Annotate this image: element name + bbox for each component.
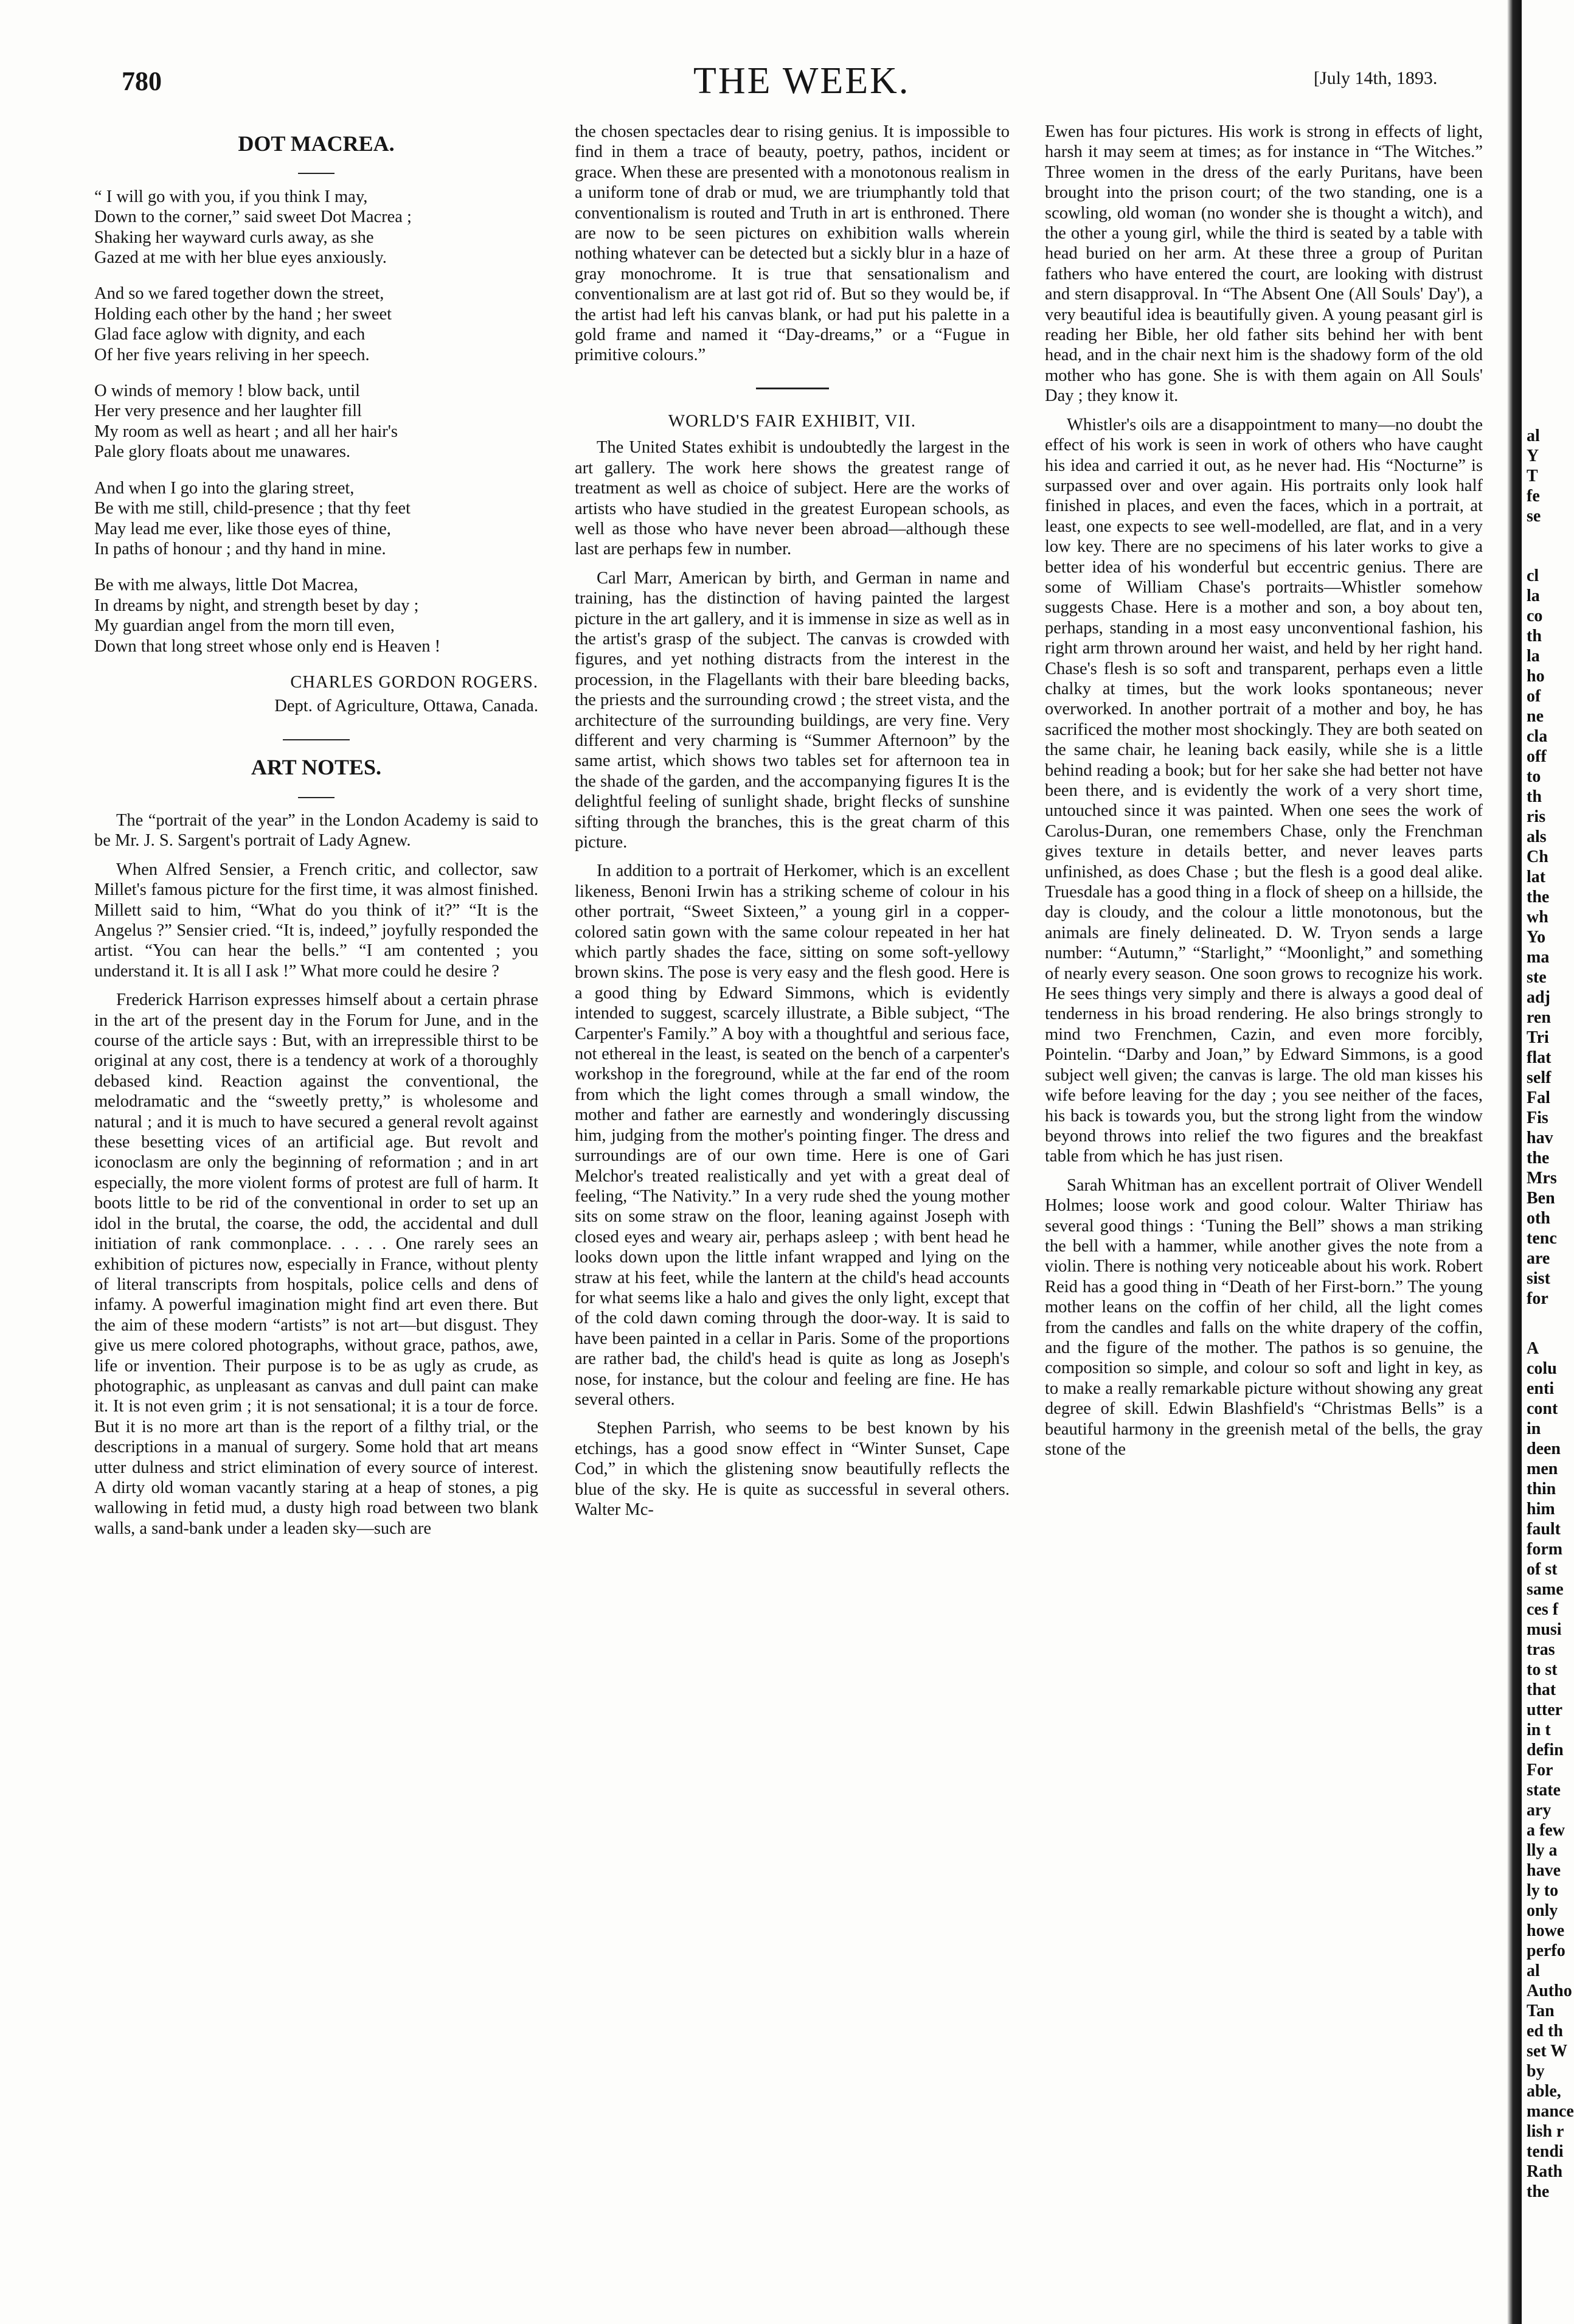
gutter-fragment: to st bbox=[1527, 1660, 1558, 1679]
gutter-fragment: enti bbox=[1527, 1379, 1555, 1398]
gutter-fragment: lly a bbox=[1527, 1841, 1558, 1860]
poem-line: Of her five years reliving in her speech. bbox=[94, 345, 370, 364]
gutter-fragment: ne bbox=[1527, 707, 1544, 726]
gutter-fragment: a few bbox=[1527, 1821, 1565, 1840]
poem-line: In paths of honour ; and thy hand in mine. bbox=[94, 539, 386, 558]
gutter-fragment: same bbox=[1527, 1580, 1564, 1599]
gutter-fragment: ste bbox=[1527, 968, 1547, 987]
gutter-fragment: form bbox=[1527, 1540, 1563, 1559]
gutter-fragment: ho bbox=[1527, 667, 1545, 686]
poem-line: Pale glory floats about me unawares. bbox=[94, 442, 351, 462]
poem-line: Holding each other by the hand ; her sweet bbox=[94, 304, 392, 324]
gutter-fragment: are bbox=[1527, 1249, 1550, 1268]
poem-line: “ I will go with you, if you think I may, bbox=[94, 187, 368, 206]
art-notes-continued: the chosen spectacles dear to rising genius. It is impossible to find in them a trace of beauty, poetry, pathos, incident or grace. When these are presented with a monotonous realism in a uniform tone of drab or mud, we are triumphantly told that conventionalism is routed and Truth in art is enthroned. There are now to be seen pictures on exhibition walls wherein nothing whatever can be detected but a sickly blur in a haze of gray monochrome. It is true that sensationalism and conventionalism are at last got rid of. But so they would be, if the artist had left his canvas blank, or had put his palette in a gold frame and named it “Day-dreams,” or a “Fugue in primitive colours.” bbox=[575, 122, 1010, 365]
gutter-fragment: able, bbox=[1527, 2082, 1561, 2101]
poem-line: In dreams by night, and strength beset by day ; bbox=[94, 596, 419, 615]
gutter-fragment: of st bbox=[1527, 1560, 1558, 1579]
gutter-fragment: For bbox=[1527, 1761, 1553, 1780]
poem-stanza bbox=[94, 478, 538, 560]
poem-line: Be with me always, little Dot Macrea, bbox=[94, 576, 358, 595]
gutter-fragment: off bbox=[1527, 747, 1547, 766]
gutter-fragment: Autho bbox=[1527, 1981, 1572, 2000]
poem-line: O winds of memory ! blow back, until bbox=[94, 381, 360, 401]
poem-stanza bbox=[94, 284, 538, 365]
gutter-fragment: co bbox=[1527, 607, 1543, 625]
page-gutter-shadow bbox=[1507, 0, 1522, 2324]
poem-line: My guardian angel from the morn till even, bbox=[94, 616, 395, 636]
gutter-fragment: mance bbox=[1527, 2102, 1574, 2121]
gutter-fragment: utter bbox=[1527, 1700, 1563, 1719]
gutter-fragment: have bbox=[1527, 1861, 1561, 1880]
poem-line: Her very presence and her laughter fill bbox=[94, 402, 362, 421]
gutter-fragment: cl bbox=[1527, 566, 1539, 585]
art-notes-title: ART NOTES. bbox=[251, 755, 382, 780]
page-number: 780 bbox=[122, 66, 162, 96]
poem-line: And when I go into the glaring street, bbox=[94, 478, 355, 498]
gutter-fragment: tenc bbox=[1527, 1229, 1557, 1248]
gutter-fragment: Rath bbox=[1527, 2162, 1563, 2181]
gutter-fragment: lish r bbox=[1527, 2122, 1564, 2141]
poem-title: DOT MACREA. bbox=[238, 131, 395, 156]
gutter-fragment: tras bbox=[1527, 1640, 1555, 1659]
gutter-fragment: adj bbox=[1527, 988, 1550, 1007]
gutter-fragment: als bbox=[1527, 827, 1547, 846]
poem-line: Gazed at me with her blue eyes anxiously. bbox=[94, 248, 387, 268]
paragraph: Whistler's oils are a disappointment to many—no doubt the effect of his work is seen in work of others who have caught his idea and carried it out, as he never had. His “Nocturne” is surpassed over and over again. His portraits only look half finished in places, and even the faces, which in a portrait, at least, one expects to see well-modelled, are flat, and in a very low key. There are no specimens of his later works to give a better idea of his wonderful but eccentric genius. There are some of William Chase's portraits—Whistler somehow suggests Chase. Here is a mother and son, a boy about ten, perhaps, standing in a most easy unconventional fashion, his right arm thrown around her waist, and held by her right hand. Chase's flesh is so soft and transparent, perhaps even a little chalky at times, but the work looks spontaneous; never overworked. In another portrait of a mother and boy, he has sacrificed the mother most shockingly. They are both seated on the same chair, he leaning back easily, while she is a little behind reading a book; but for her sake she had better not have been there, and is evidently the work of a very short time, untouched since it was painted. When one sees the work of Carolus-Duran, one remembers Chase, only the Frenchman gives texture in details better, and never leaves parts unfinished, as does Chase ; but the flesh is a good deal alike. Truesdale has a good thing in a flock of sheep on a hillside, the day is cloudy, and the colour a little monotonous, but the animals are finely delineated. D. W. Tryon sends a large number: “Autumn,” “Starlight,” “Moonlight,” and something of nearly every season. One soon grows to recognize his work. He sees things very simply and there is always a good deal of tenderness in his broad rendering. He also brings strongly to mind two Frenchmen, Cazin, and even more forcibly, Pointelin. “Darby and Joan,” by Edward Simmons, is a good subject well given; the canvas is large. The old man kisses his wife before leaving for the day ; you see neither of the faces, his back is towards you, but the strong light from the window beyond throws into relief the two figures and the breakfast table from which he has just risen. bbox=[1045, 415, 1483, 1166]
poem-line: May lead me ever, like those eyes of thine, bbox=[94, 519, 391, 538]
gutter-fragment: ren bbox=[1527, 1008, 1551, 1027]
gutter-fragment: Mrs bbox=[1527, 1169, 1557, 1188]
gutter-fragment: ma bbox=[1527, 948, 1550, 967]
paragraph: Stephen Parrish, who seems to be best known by his etchings, has a good snow effect in “Winter Sunset, Cape Cod,” in which the glistening snow beautifully reflects the blue of the sky. He is quite as successful in several others. Walter Mc- bbox=[575, 1419, 1010, 1519]
gutter-fragment: cont bbox=[1527, 1399, 1558, 1418]
worlds-fair-body bbox=[575, 437, 1010, 1520]
gutter-fragment: la bbox=[1527, 586, 1540, 605]
gutter-fragment: of bbox=[1527, 687, 1541, 706]
gutter-fragment: T bbox=[1527, 467, 1538, 485]
gutter-fragment: al bbox=[1527, 426, 1540, 445]
column-2 bbox=[575, 122, 1010, 1528]
worlds-fair-title: WORLD'S FAIR EXHIBIT, VII. bbox=[668, 411, 917, 431]
gutter-fragment: that bbox=[1527, 1680, 1556, 1699]
gutter-fragment: him bbox=[1527, 1500, 1555, 1519]
gutter-fragment: fault bbox=[1527, 1520, 1561, 1539]
gutter-fragment: fe bbox=[1527, 487, 1540, 506]
gutter-fragment: th bbox=[1527, 627, 1542, 645]
worlds-fair-body-continued bbox=[1045, 415, 1483, 1460]
gutter-fragment: to bbox=[1527, 767, 1541, 786]
gutter-fragment: Ch bbox=[1527, 847, 1548, 866]
gutter-fragment: perfo bbox=[1527, 1941, 1565, 1960]
section-rule bbox=[756, 388, 829, 389]
gutter-fragment: in bbox=[1527, 1419, 1541, 1438]
gutter-fragment: Fis bbox=[1527, 1108, 1548, 1127]
paragraph: The United States exhibit is undoubtedly the largest in the art gallery. The work here shows the greatest range of treatment as well as choice of subject. Here are the works of artists who have studied in the greatest European schools, as well as those who have never been abroad—although these last are perhaps few in number. bbox=[575, 438, 1010, 559]
poem-affiliation: Dept. of Agriculture, Ottawa, Canada. bbox=[274, 697, 538, 716]
paragraph: When Alfred Sensier, a French critic, and collector, saw Millet's famous picture for the first time, it was almost finished. Millett said to him, “What do you think of it?” “It is the Angelus ?” Sensier cried. “It is, indeed,” joyfully responded the artist. “You can hear the bells.” “I am contented ; you understand it. It is all I ask !” What more could he desire ? bbox=[94, 860, 538, 981]
gutter-fragment: ed th bbox=[1527, 2022, 1563, 2040]
section-ornament bbox=[94, 725, 538, 745]
gutter-fragment: ary bbox=[1527, 1801, 1551, 1820]
gutter-fragment: set W bbox=[1527, 2042, 1568, 2061]
gutter-fragment: colu bbox=[1527, 1359, 1557, 1378]
title-dash bbox=[94, 159, 538, 179]
poem-stanza bbox=[94, 187, 538, 268]
gutter-fragment: the bbox=[1527, 2182, 1550, 2201]
gutter-fragment: tendi bbox=[1527, 2142, 1564, 2161]
paragraph: Frederick Harrison expresses himself about a certain phrase in the art of the present day in the Forum for June, and in the course of the article says : But, with an irrepressible thirst to be original at any cost, there is a tendency at work of a thoroughly debased kind. Reaction against the conventional, the melodramatic and the “sweetly pretty,” is wholesome and natural ; and it is much to have secured a general revolt against these besetting vices of an artificial age. But revolt and iconoclasm are only the beginning of reformation ; and in art especially, the more violent forms of protest are full of harm. It boots little to be rid of the conventional in order to set up an idol in the brutal, the coarse, the odd, the accidental and dull initiation of rank commonplace. . . . . One rarely sees an exhibition of pictures now, especially in France, without plenty of literal transcripts from hospitals, police cells and dens of infamy. A powerful imagination might find art even there. But the aim of these modern “artists” is not art—but disgust. They give us mere colored photographs, without grace, pathos, awe, life or invention. Their purpose is to be as ugly as crude, as photographic, as unpleasant as canvas and dull paint can make it. It is not even grim ; it is not sensational; it is a tour de force. But it is no more art than is the report of a filthy trial, or the descriptions in a manual of surgery. Some hold that art means utter dulness and strict elimination of every source of interest. A dirty old woman vacantly staring at a heap of stones, a pig wallowing in fetid mud, a dusty high road between two blank walls, a sand-bank under a leaden sky—such are bbox=[94, 990, 538, 1538]
poem-author: CHARLES GORDON ROGERS. bbox=[290, 672, 538, 692]
gutter-fragment: deen bbox=[1527, 1439, 1561, 1458]
gutter-fragment: cla bbox=[1527, 727, 1548, 746]
worlds-fair-continued: Ewen has four pictures. His work is strong in effects of light, harsh it may seem at times; as for instance in “The Witches.” Three women in the dress of the early Puritans, have been brought into the prison court; of the two standing, one is a scowling, old woman (no wonder she is thought a witch), and the other a young girl, while the third is seated by a table with head buried on her arm. At these three a group of Puritan fathers who have entered the court, are looking with distrust and stern disapproval. In “The Absent One (All Souls' Day'), a very beautiful idea is beautifully given. A young peasant girl is reading her Bible, her old father sits behind her with bent head, and in the chair next him is the shadowy form of the old mother who has gone. She is with them again on All Souls' Day ; they know it. bbox=[1045, 122, 1483, 406]
paragraph: Carl Marr, American by birth, and German in name and training, has the distinction of having painted the largest picture in the art gallery, and it is immense in size as well as in the artist's grasp of the subject. The canvas is crowded with figures, and yet nothing distracts from the interest in the procession, in the Flagellants with their bare bleeding backs, the priests and the surrounding crowd ; the street vista, and the architecture of the surrounding buildings, are very fine. Very different and very charming is “Summer Afternoon” by the same artist, which shows two tables set for afternoon tea in the shade of the garden, and the accompanying figures It is the delightful feeling of sunlight shade, bright flecks of sunshine sifting through the branches, this is the great charm of this picture. bbox=[575, 568, 1010, 852]
poem-line: Shaking her wayward curls away, as she bbox=[94, 228, 374, 247]
poem-line: Down to the corner,” said sweet Dot Macrea ; bbox=[94, 207, 412, 227]
gutter-fragment: Yo bbox=[1527, 928, 1546, 947]
gutter-fragment: A bbox=[1527, 1339, 1539, 1358]
gutter-fragment: sist bbox=[1527, 1269, 1550, 1288]
gutter-fragment: flat bbox=[1527, 1048, 1551, 1067]
paragraph: The “portrait of the year” in the London Academy is said to be Mr. J. S. Sargent's portrait of Lady Agnew. bbox=[94, 810, 538, 851]
gutter-fragment: the bbox=[1527, 888, 1550, 906]
gutter-fragment: th bbox=[1527, 787, 1542, 806]
poem-line: My room as well as heart ; and all her hair's bbox=[94, 422, 398, 441]
poem-stanza bbox=[94, 381, 538, 462]
gutter-fragment: ces f bbox=[1527, 1600, 1559, 1619]
gutter-fragment: oth bbox=[1527, 1209, 1550, 1228]
paragraph: Sarah Whitman has an excellent portrait of Oliver Wendell Holmes; loose work and good colour. Walter Thiriaw has several good things : ‘Tuning the Bell” shows a man striking the bell with a hammer, while another gives the note from a violin. There is nothing very noticeable about his work. Robert Reid has a good thing in “Death of her First-born.” The young mother leans on the coffin of her child, all the light comes from the candles and falls on the white drapery of the coffin, and the figure of the mother. The pathos is so genuine, the composition so simple, and colour so soft and light in key, as to make a really remarkable picture without showing any great degree of skill. Edwin Blashfield's “Christmas Bells” is a beautiful harmony in the greenish metal of the bells, the gray stone of the bbox=[1045, 1175, 1483, 1459]
gutter-fragment: by bbox=[1527, 2062, 1545, 2081]
gutter-fragment: Ben bbox=[1527, 1189, 1555, 1208]
gutter-fragment: self bbox=[1527, 1068, 1551, 1087]
gutter-fragment: thin bbox=[1527, 1480, 1556, 1498]
issue-date: [July 14th, 1893. bbox=[1314, 68, 1438, 88]
gutter-fragment: lat bbox=[1527, 868, 1546, 886]
gutter-fragment: al bbox=[1527, 1961, 1540, 1980]
gutter-fragment: state bbox=[1527, 1781, 1561, 1800]
poem-line: And so we fared together down the street, bbox=[94, 284, 384, 304]
poem-line: Be with me still, child-presence ; that thy feet bbox=[94, 499, 411, 518]
gutter-fragment: the bbox=[1527, 1149, 1550, 1167]
poem-body bbox=[94, 187, 538, 656]
title-dash bbox=[94, 783, 538, 803]
gutter-fragment: hav bbox=[1527, 1129, 1553, 1147]
masthead: THE WEEK. bbox=[693, 60, 910, 102]
gutter-fragment: in t bbox=[1527, 1720, 1551, 1739]
poem-stanza bbox=[94, 575, 538, 656]
gutter-fragment: se bbox=[1527, 507, 1541, 526]
gutter-fragment: la bbox=[1527, 647, 1540, 666]
column-3 bbox=[1045, 122, 1483, 1468]
gutter-fragment: wh bbox=[1527, 908, 1548, 927]
gutter-fragment: Fal bbox=[1527, 1088, 1550, 1107]
art-notes-body bbox=[94, 810, 538, 1539]
gutter-fragment: Tri bbox=[1527, 1028, 1549, 1047]
gutter-fragment: defin bbox=[1527, 1741, 1564, 1759]
poem-line: Down that long street whose only end is Heaven ! bbox=[94, 636, 441, 656]
gutter-fragment: ris bbox=[1527, 807, 1546, 826]
paragraph: In addition to a portrait of Herkomer, which is an excellent likeness, Benoni Irwin has a striking scheme of colour in his other portrait, “Sweet Sixteen,” a young girl in a copper-colored satin gown with the same colour repeated in her hat which partly shades the face, sitting on some soft-yellowy brown skins. The pose is very easy and the flesh good. Here is a good thing by Edward Simmons, which is evidently intended to suggest, scarcely illustrate, a Bible subject, “The Carpenter's Family.” A boy with a thoughtful and serious face, not ethereal in the least, is seated on the bench of a carpenter's workshop in the foreground, while at the far end of the room from which the light comes through a small window, the mother and father are earnestly and wonderingly discussing him, judging from the mother's pointing finger. The dress and surroundings are of our own time. Here is one of Gari Melchor's treated realistically and yet with a great deal of feeling, “The Nativity.” In a very rude shed the young mother sits on some straw on the floor, leaning against Joseph with closed eyes and weary air, perhaps asleep ; with bent head he looks down upon the little infant wrapped and lying on the straw at his feet, while the lantern at the child's head accounts for what seems like a halo and gives the only light, except that of the cold dawn coming through the door-way. It is said to have been painted in a cellar in Paris. Some of the proportions are rather bad, the child's head is quite as long as Joseph's nose, for instance, but the colour and feeling are fine. He has several others. bbox=[575, 861, 1010, 1409]
gutter-fragment: men bbox=[1527, 1459, 1558, 1478]
column-1 bbox=[94, 122, 538, 1547]
gutter-fragment: howe bbox=[1527, 1921, 1565, 1940]
gutter-fragment: Y bbox=[1527, 447, 1539, 465]
gutter-fragment: ly to bbox=[1527, 1881, 1559, 1900]
gutter-fragment: for bbox=[1527, 1289, 1548, 1308]
poem-line: Glad face aglow with dignity, and each bbox=[94, 325, 366, 344]
gutter-fragment: musi bbox=[1527, 1620, 1562, 1639]
gutter-fragment: only bbox=[1527, 1901, 1558, 1920]
gutter-fragment: Tan bbox=[1527, 2002, 1555, 2020]
